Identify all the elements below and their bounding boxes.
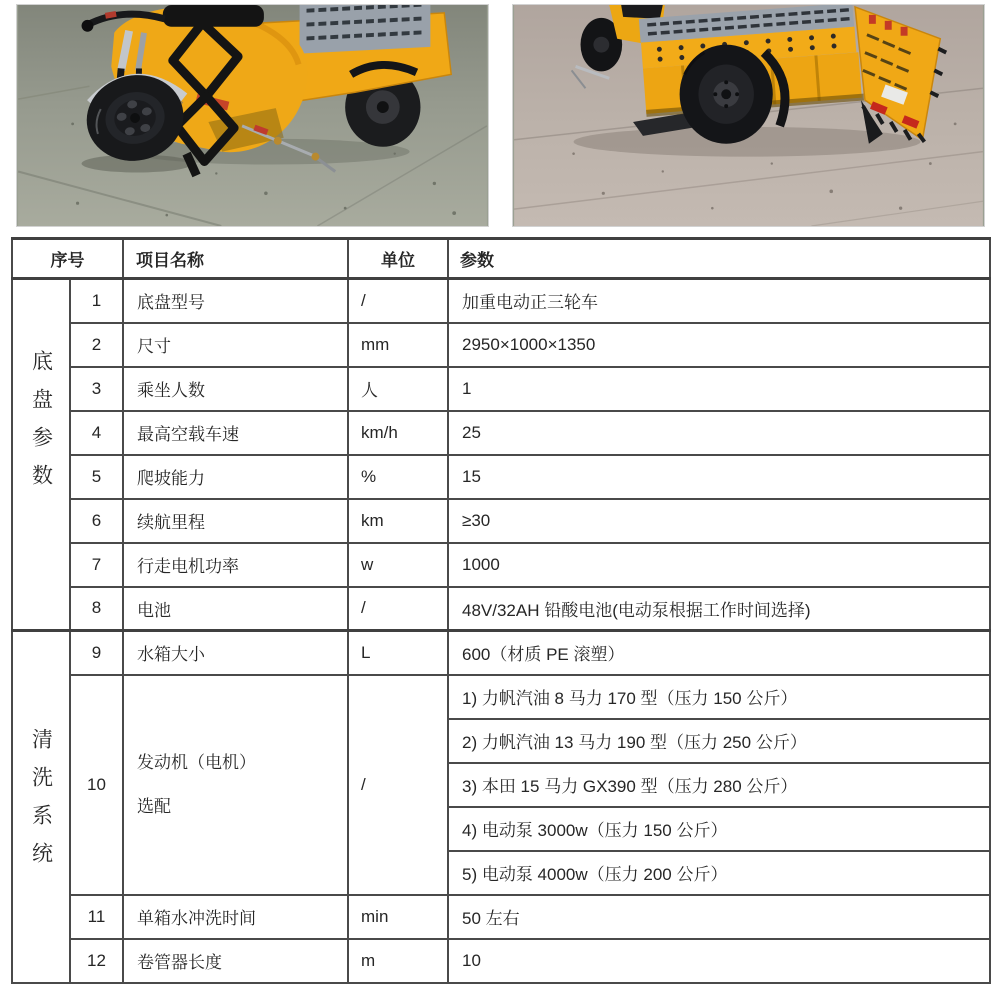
group-washing [12, 631, 70, 983]
table-row [12, 587, 990, 631]
row-item [123, 675, 348, 895]
product-photos [0, 0, 1000, 227]
row-item: 底盘型号 [123, 279, 348, 323]
row-param-option: 2) 力帆汽油 13 马力 190 型（压力 250 公斤） [448, 719, 990, 763]
row-param: 加重电动正三轮车 [448, 279, 990, 323]
row-param-option: 1) 力帆汽油 8 马力 170 型（压力 150 公斤） [448, 675, 990, 719]
row-param-option: 3) 本田 15 马力 GX390 型（压力 280 公斤） [448, 763, 990, 807]
row-item-line1: 发动机（电机） [137, 753, 256, 773]
table-row [12, 455, 990, 499]
row-param: 1000 [448, 543, 990, 587]
vehicle-photo-rear-right [512, 4, 985, 227]
table-header-row [12, 239, 990, 279]
row-item: 行走电机功率 [123, 543, 348, 587]
header-no: 序号 [12, 239, 123, 279]
row-item: 尺寸 [123, 323, 348, 367]
row-unit: 人 [348, 367, 448, 411]
header-param: 参数 [448, 239, 990, 279]
row-param: 10 [448, 939, 990, 983]
row-unit: mm [348, 323, 448, 367]
table-row [12, 939, 990, 983]
row-param: 48V/32AH 铅酸电池(电动泵根据工作时间选择) [448, 587, 990, 631]
row-no: 6 [70, 499, 123, 543]
table-row [12, 279, 990, 323]
row-no: 9 [70, 631, 123, 675]
row-unit: min [348, 895, 448, 939]
row-param: 600（材质 PE 滚塑） [448, 631, 990, 675]
table-row [12, 895, 990, 939]
row-unit: % [348, 455, 448, 499]
row-param: 25 [448, 411, 990, 455]
row-param-option: 4) 电动泵 3000w（压力 150 公斤） [448, 807, 990, 851]
row-unit: / [348, 675, 448, 895]
row-param: 2950×1000×1350 [448, 323, 990, 367]
row-unit: / [348, 279, 448, 323]
row-no: 12 [70, 939, 123, 983]
row-item: 爬坡能力 [123, 455, 348, 499]
row-param-option: 5) 电动泵 4000w（压力 200 公斤） [448, 851, 990, 895]
row-no: 11 [70, 895, 123, 939]
table-row [12, 543, 990, 587]
spec-table [11, 237, 991, 984]
table-row [12, 323, 990, 367]
vehicle-photo-front-left [16, 4, 489, 227]
row-no: 7 [70, 543, 123, 587]
vehicle-front-left-illustration [17, 5, 488, 226]
table-row [12, 499, 990, 543]
header-item: 项目名称 [123, 239, 348, 279]
row-unit: m [348, 939, 448, 983]
row-param: ≥30 [448, 499, 990, 543]
group-chassis [12, 279, 70, 631]
row-no: 8 [70, 587, 123, 631]
row-item: 乘坐人数 [123, 367, 348, 411]
row-item: 卷管器长度 [123, 939, 348, 983]
row-no: 2 [70, 323, 123, 367]
row-no: 4 [70, 411, 123, 455]
row-unit: w [348, 543, 448, 587]
row-item: 电池 [123, 587, 348, 631]
row-unit: / [348, 587, 448, 631]
row-param: 15 [448, 455, 990, 499]
table-row [12, 411, 990, 455]
group-chassis-label: 底盘参数 [29, 350, 53, 502]
row-no: 1 [70, 279, 123, 323]
header-unit: 单位 [348, 239, 448, 279]
row-no: 5 [70, 455, 123, 499]
table-row [12, 675, 990, 719]
table-row [12, 367, 990, 411]
row-item: 单箱水冲洗时间 [123, 895, 348, 939]
row-no: 10 [70, 675, 123, 895]
row-no: 3 [70, 367, 123, 411]
row-item-line2: 选配 [137, 796, 171, 816]
row-param: 50 左右 [448, 895, 990, 939]
vehicle-rear-right-illustration [513, 5, 984, 226]
row-unit: km/h [348, 411, 448, 455]
row-item: 最高空载车速 [123, 411, 348, 455]
group-washing-label: 清洗系统 [29, 728, 53, 881]
row-unit: L [348, 631, 448, 675]
row-unit: km [348, 499, 448, 543]
table-row [12, 631, 990, 675]
row-item: 水箱大小 [123, 631, 348, 675]
row-item: 续航里程 [123, 499, 348, 543]
row-param: 1 [448, 367, 990, 411]
